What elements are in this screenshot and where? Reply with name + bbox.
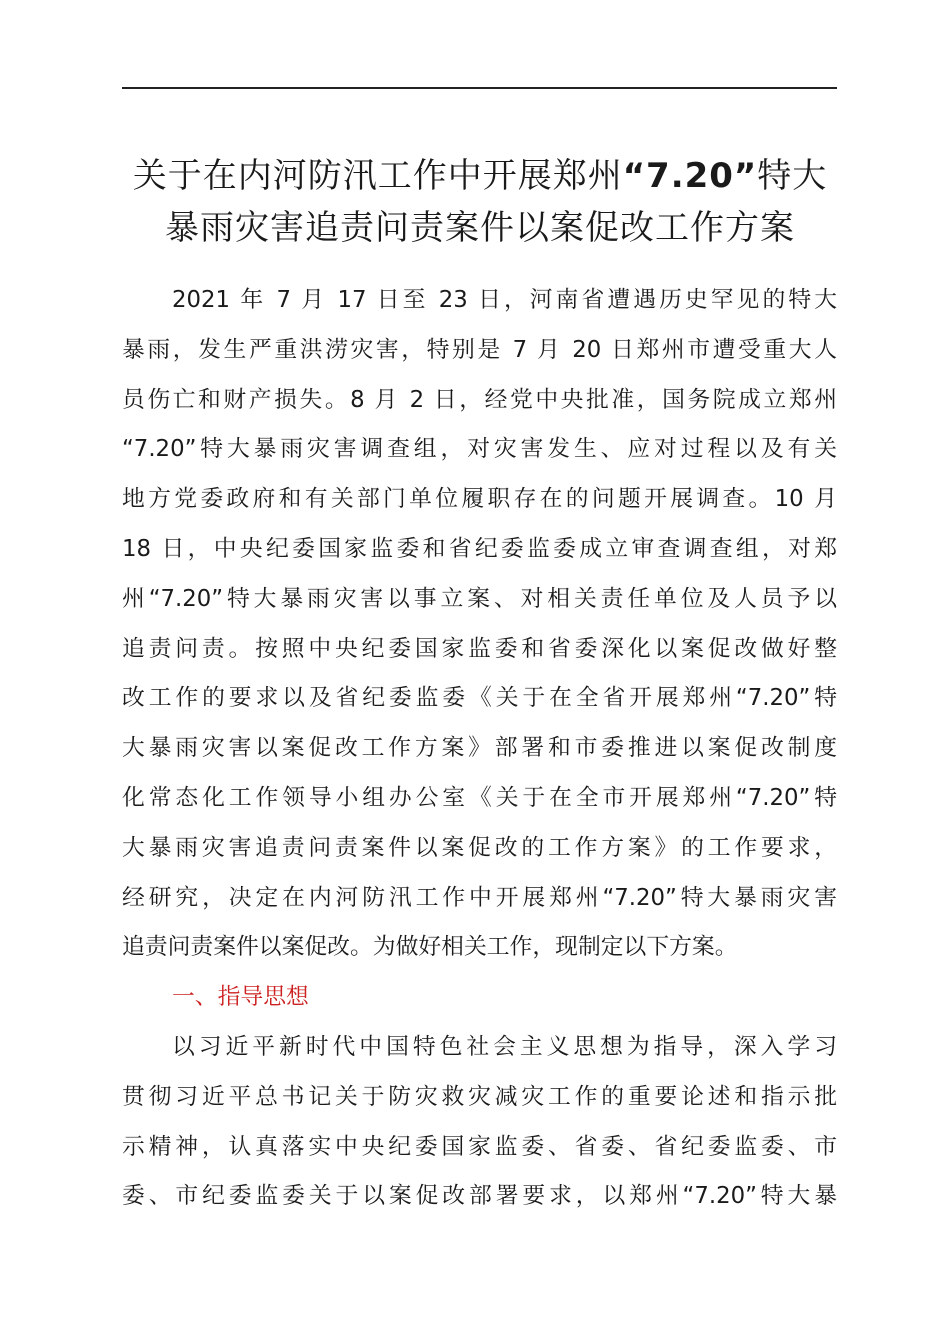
paragraph-line: 追责问责案件以案促改。为做好相关工作，现制定以下方案。 [122,934,738,961]
paragraph-line: 示精神，认真落实中央纪委国家监委、省委、省纪委监委、市 [122,1133,837,1160]
paragraph-line: 追责问责。按照中央纪委国家监委和省委深化以案促改做好整 [122,635,837,662]
paragraph-line: 以习近平新时代中国特色社会主义思想为指导，深入学习 [172,1033,837,1060]
document-title [100,150,860,254]
paragraph-line: “7.20”特大暴雨灾害调查组，对灾害发生、应对过程以及有关 [122,436,837,463]
document-body [122,276,837,1222]
header-rule [122,87,837,89]
paragraph-line: 地方党委政府和有关部门单位履职存在的问题开展调查。10 月 [122,486,837,513]
paragraph-line: 经研究，决定在内河防汛工作中开展郑州“7.20”特大暴雨灾害 [122,884,837,911]
section-heading: 一、指导思想 [172,984,309,1011]
paragraph-line: 员伤亡和财产损失。8 月 2 日，经党中央批准，国务院成立郑州 [122,386,837,413]
paragraph-line: 大暴雨灾害以案促改工作方案》部署和市委推进以案促改制度 [122,735,837,762]
title-line-1: 关于在内河防汛工作中开展郑州“7.20”特大 [132,156,828,196]
paragraph-line: 暴雨，发生严重洪涝灾害，特别是 7 月 20 日郑州市遭受重大人 [122,336,837,363]
paragraph-line: 贯彻习近平总书记关于防灾救灾减灾工作的重要论述和指示批 [122,1083,837,1110]
paragraph-line: 州“7.20”特大暴雨灾害以事立案、对相关责任单位及人员予以 [122,585,837,612]
paragraph-line: 大暴雨灾害追责问责案件以案促改的工作方案》的工作要求， [122,834,837,861]
title-date-mark: “7.20” [622,156,758,196]
title-line-2: 暴雨灾害追责问责案件以案促改工作方案 [165,208,795,248]
paragraph-line: 2021 年 7 月 17 日至 23 日，河南省遭遇历史罕见的特大 [172,287,837,313]
paragraph-line: 改工作的要求以及省纪委监委《关于在全省开展郑州“7.20”特 [122,685,837,712]
guiding-thought-paragraph [122,1023,837,1222]
intro-paragraph [122,276,837,973]
paragraph-line: 化常态化工作领导小组办公室《关于在全市开展郑州“7.20”特 [122,784,837,811]
paragraph-line: 18 日，中央纪委国家监委和省纪委监委成立审查调查组，对郑 [122,535,837,562]
paragraph-line: 委、市纪委监委关于以案促改部署要求，以郑州“7.20”特大暴 [122,1183,837,1210]
